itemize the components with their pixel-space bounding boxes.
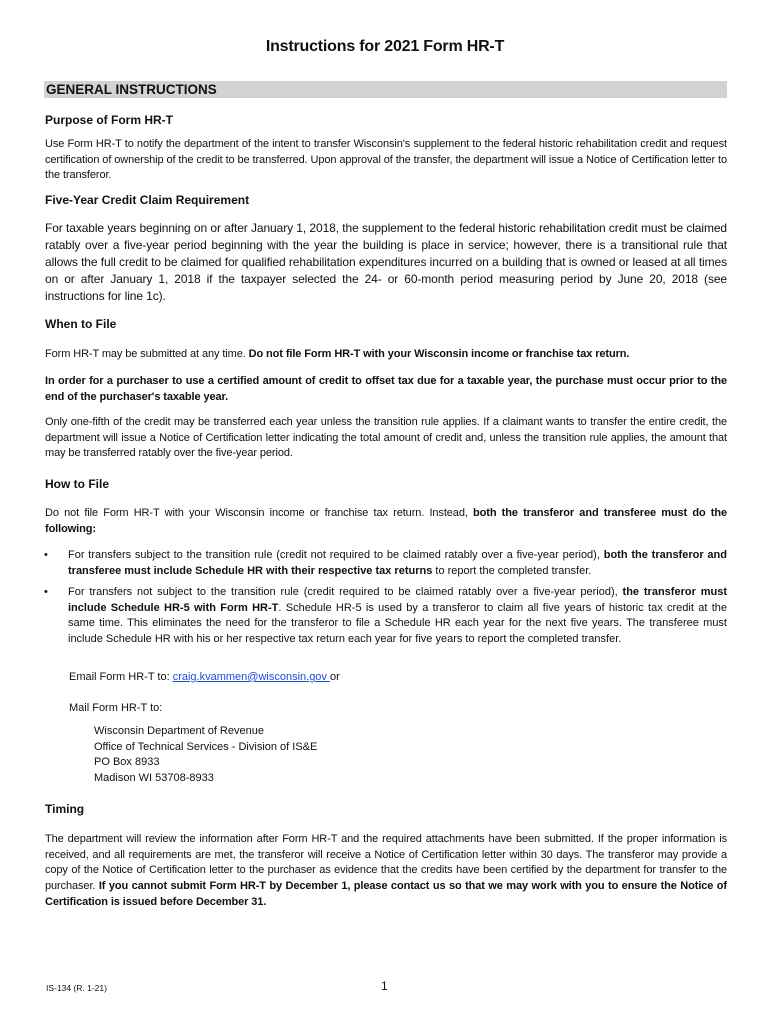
paragraph-when-to-file-1 xyxy=(45,347,727,363)
text-plain: to report the completed transfer. xyxy=(432,564,592,577)
bullet-icon: • xyxy=(44,586,48,598)
email-prefix: Email Form HR-T to: xyxy=(69,671,173,683)
heading-five-year: Five-Year Credit Claim Requirement xyxy=(45,193,250,207)
paragraph-how-to-file-intro xyxy=(45,506,727,537)
page-title: Instructions for 2021 Form HR-T xyxy=(265,38,505,55)
address-line: Wisconsin Department of Revenue xyxy=(94,725,264,737)
text-plain: Form HR-T may be submitted at any time. xyxy=(45,348,249,360)
text-plain: . Schedule HR-5 is used by a transferor to claim all five years of historic tax credit at the same time. This eliminates the need for the transferor to file a Schedule HR each year for the next five years. The transferee must include Schedule HR with his or her respective tax return each year for five years to report the completed transfer. xyxy=(68,601,727,646)
page-number: 1 xyxy=(381,979,388,993)
mailing-address xyxy=(94,724,317,786)
heading-when-to-file: When to File xyxy=(45,317,117,331)
heading-how-to-file: How to File xyxy=(45,477,109,491)
email-link[interactable]: craig.kvammen@wisconsin.gov xyxy=(172,671,330,683)
bullet-icon: • xyxy=(44,549,48,561)
text-plain: For transfers subject to the transition rule (credit not required to be claimed ratably over a five-year period), xyxy=(68,549,604,561)
mail-label: Mail Form HR-T to: xyxy=(69,702,163,714)
heading-purpose: Purpose of Form HR-T xyxy=(45,113,173,127)
text-bold: both the transferor and transferee must do the following: xyxy=(45,507,727,535)
text-plain: Do not file Form HR-T with your Wisconsin income or franchise tax return. Instead, xyxy=(45,507,474,519)
paragraph-purpose: Use Form HR-T to notify the department of the intent to transfer Wisconsin's supplement to the federal historic rehabilitation credit and request certification of ownership of the credit to be transferred. Upon approval of the transfer, the department will issue a Notice of Certification letter to the transferor. xyxy=(45,138,727,182)
address-line: Madison WI 53708-8933 xyxy=(94,771,214,784)
text-bold: the transferor must include Schedule HR-5 with Form HR-T xyxy=(68,586,727,614)
text-bold: Do not file Form HR-T with your Wisconsin income or franchise tax return. xyxy=(248,348,630,360)
text-bold: If you cannot submit Form HR-T by December 1, please contact us so that we may work with you to ensure the Notice of Certification is issued before December 31. xyxy=(45,880,727,908)
address-line: PO Box 8933 xyxy=(94,756,160,769)
address-line: Office of Technical Services - Division of IS&E xyxy=(94,740,318,753)
text-bold: In order for a purchaser to use a certified amount of credit to offset tax due for a taxable year, the purchase must occur prior to the end of the purchaser's taxable year. xyxy=(45,375,727,403)
section-header-general-instructions: GENERAL INSTRUCTIONS xyxy=(44,81,727,98)
paragraph-when-to-file-3: Only one-fifth of the credit may be transferred each year unless the transition rule applies. If a claimant wants to transfer the entire credit, the department will issue a Notice of Certification letter indicating the total amount of credit and, unless the transition rule applies, the amount that may be transferred ratably over the five-year period. xyxy=(45,416,727,460)
paragraph-timing xyxy=(45,832,727,911)
form-code: IS-134 (R. 1-21) xyxy=(46,983,107,993)
paragraph-when-to-file-2 xyxy=(45,374,727,405)
text-plain: For transfers not subject to the transition rule (credit required to be claimed ratably over a five-year period), xyxy=(68,586,623,598)
text-plain: The department will review the information after Form HR-T and the required attachments have been submitted. If the proper information is received, and all requirements are met, the transferor will receive a Notice of Certification letter within 30 days. The transferor may provide a copy of the Notice of Certification letter to the purchaser as evidence that the credits have been certified by the department for transfer to the purchaser. xyxy=(45,833,727,893)
email-line xyxy=(69,671,340,683)
text-bold: both the transferor and transferee must include Schedule HR with their respective tax returns xyxy=(68,549,727,577)
list-item-text xyxy=(68,585,727,648)
paragraph-five-year: For taxable years beginning on or after January 1, 2018, the supplement to the federal historic rehabilitation credit must be claimed ratably over a five-year period beginning with the year the building is place in service; however, there is a transitional rule that allows the full credit to be claimed for qualified rehabilitation expenditures incurred on a building that is owned or leased at all times on or after January 1, 2018 if the taxpayer selected the 24- or 60-month period measuring period by June 20, 2018 (see instructions for line 1c). xyxy=(45,221,727,303)
heading-timing: Timing xyxy=(45,802,85,816)
email-suffix: or xyxy=(329,671,340,683)
list-item-text xyxy=(68,548,727,579)
